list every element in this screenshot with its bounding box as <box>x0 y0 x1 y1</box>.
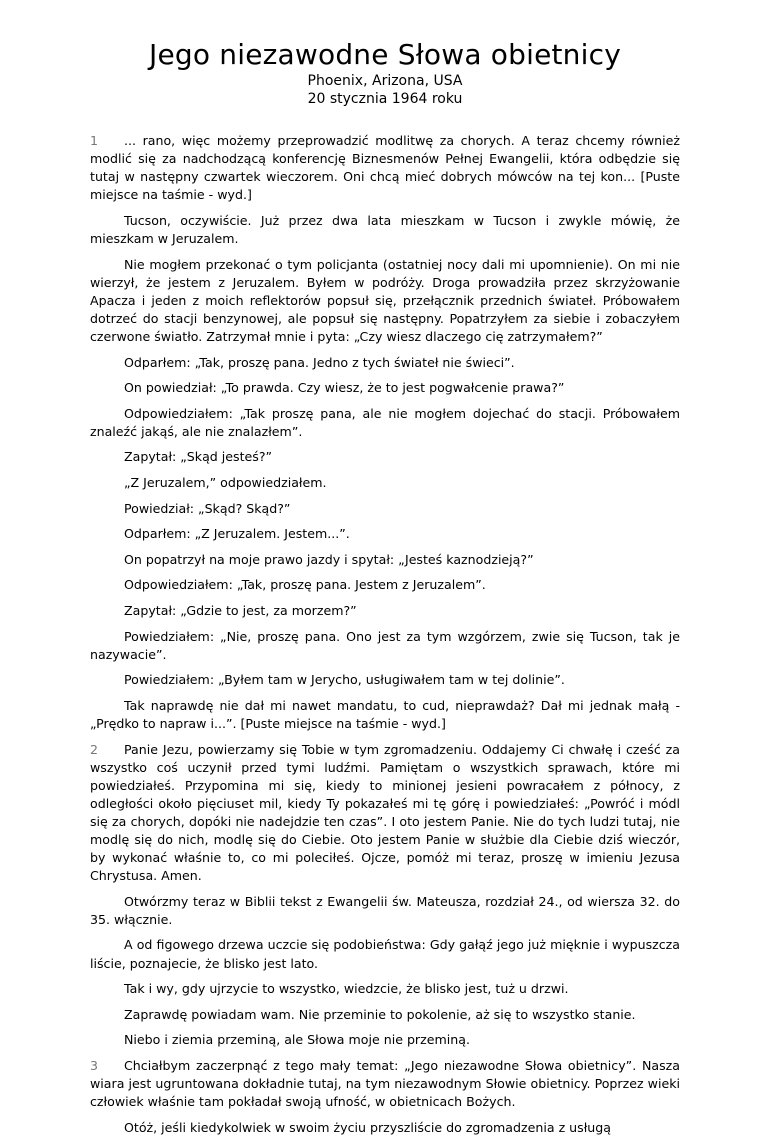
paragraph: „Z Jeruzalem,” odpowiedziałem. <box>124 475 327 490</box>
paragraph-text: ... rano, więc możemy przeprowadzić modlitwę za chorych. A teraz chcemy również modlić się za nadchodzącą konferencję Biznesmenów Pełnej Ewangelii, która odbędzie się tutaj w następny czwartek wieczorem. Oni chcą mieć dobrych mówców na tej kon... [Puste miejsce na taśmie - wyd.] <box>90 133 680 203</box>
paragraph: On powiedział: „To prawda. Czy wiesz, że to jest pogwałcenie prawa?” <box>124 380 565 396</box>
sermon-body <box>90 132 680 1137</box>
paragraph: Odparłem: „Tak, proszę pana. Jedno z tych świateł nie świeci”. <box>124 354 515 370</box>
document-page <box>90 38 680 1144</box>
paragraph: Odparłem: „Z Jeruzalem. Jestem...”. <box>124 526 350 542</box>
paragraph <box>90 1057 680 1111</box>
paragraph: Odpowiedziałem: „Tak proszę pana, ale nie mogłem dojechać do stacji. Próbowałem znaleźć jakąś, ale nie znalazłem”. <box>90 405 680 439</box>
scripture-verse: A od figowego drzewa uczcie się podobieństwa: Gdy gałąź jego już mięknie i wypuszcza liście, poznajecie, że blisko jest lato. <box>90 937 680 971</box>
paragraph: Tucson, oczywiście. Już przez dwa lata mieszkam w Tucson i zwykle mówię, że mieszkam w Jeruzalem. <box>90 212 680 246</box>
paragraph: Powiedziałem: „Byłem tam w Jerycho, usługiwałem tam w tej dolinie”. <box>124 672 565 688</box>
paragraph <box>90 741 680 886</box>
paragraph: On popatrzył na moje prawo jazdy i spytał: „Jesteś kaznodzieją?” <box>124 551 534 567</box>
sermon-date: 20 stycznia 1964 roku <box>307 91 463 107</box>
paragraph <box>90 132 680 204</box>
paragraph: Powiedział: „Skąd? Skąd?” <box>124 500 291 516</box>
paragraph: Otwórzmy teraz w Biblii tekst z Ewangelii św. Mateusza, rozdział 24., od wiersza 32. do 35. włącznie. <box>90 893 680 927</box>
paragraph: Otóż, jeśli kiedykolwiek w swoim życiu przyszliście do zgromadzenia z usługą <box>124 1119 611 1135</box>
scripture-verse: Niebo i ziemia przeminą, ale Słowa moje nie przeminą. <box>124 1032 470 1048</box>
paragraph: Tak naprawdę nie dał mi nawet mandatu, to cud, nieprawdaż? Dał mi jednak małą - „Prędko to napraw i...”. [Puste miejsce na taśmie - wyd.] <box>90 697 680 731</box>
paragraph-number: 2 <box>90 741 99 757</box>
paragraph: Odpowiedziałem: „Tak, proszę pana. Jestem z Jeruzalem”. <box>124 577 486 593</box>
paragraph-number: 1 <box>90 133 99 148</box>
scripture-verse: Tak i wy, gdy ujrzycie to wszystko, wiedzcie, że blisko jest, tuż u drzwi. <box>124 981 569 997</box>
scripture-verse: Zaprawdę powiadam wam. Nie przeminie to pokolenie, aż się to wszystko stanie. <box>124 1006 636 1022</box>
sermon-location: Phoenix, Arizona, USA <box>307 73 463 89</box>
paragraph: Powiedziałem: „Nie, proszę pana. Ono jest za tym wzgórzem, zwie się Tucson, tak je nazywacie”. <box>90 628 680 662</box>
paragraph: Zapytał: „Gdzie to jest, za morzem?” <box>124 602 357 618</box>
paragraph-number: 3 <box>90 1057 99 1073</box>
page-title: Jego niezawodne Słowa obietnicy <box>149 38 621 71</box>
paragraph-text: Chciałbym zaczerpnąć z tego mały temat: „Jego niezawodne Słowa obietnicy”. Nasza wiara jest ugruntowana dokładnie tutaj, na tym niezawodnym Słowie obietnicy. Poprzez wieki człowiek właśnie tam pokładał swoją ufność, w obietnicach Bożych. <box>90 1057 680 1110</box>
paragraph: Nie mogłem przekonać o tym policjanta (ostatniej nocy dali mi upomnienie). On mi nie wierzył, że jestem z Jeruzalem. Byłem w podróży. Droga prowadziła przez skrzyżowanie Apacza i jeden z moich reflektorów popsuł się, przełącznik przednich świateł. Próbowałem dotrzeć do stacji benzynowej, ale popsuł się następny. Popatrzyłem za siebie i zobaczyłem czerwone światło. Zatrzymał mnie i pyta: „Czy wiesz dlaczego cię zatrzymałem?” <box>90 256 680 344</box>
paragraph-text: Panie Jezu, powierzamy się Tobie w tym zgromadzeniu. Oddajemy Ci chwałę i cześć za wszystko coś uczynił przed tymi ludźmi. Pamiętam o wszystkich sprawach, które mi powiedziałeś. Przypomina mi się, kiedy to minionej jesieni powracałem z północy, z odległości około pięciuset mil, kiedy Ty pokazałeś mi tę górę i powiedziałeś: „Powróć i módl się za chorych, dopóki nie nadejdzie ten czas”. I oto jestem Panie. Nie do tych ludzi tutaj, nie modlę się do nich, modlę się do Ciebie. Oto jestem Panie w służbie dla Ciebie dziś wieczór, by wykonać właśnie to, co mi poleciłeś. Ojcze, pomóż mi teraz, proszę w imieniu Jezusa Chrystusa. Amen. <box>90 741 680 884</box>
paragraph: Zapytał: „Skąd jesteś?” <box>124 449 273 465</box>
